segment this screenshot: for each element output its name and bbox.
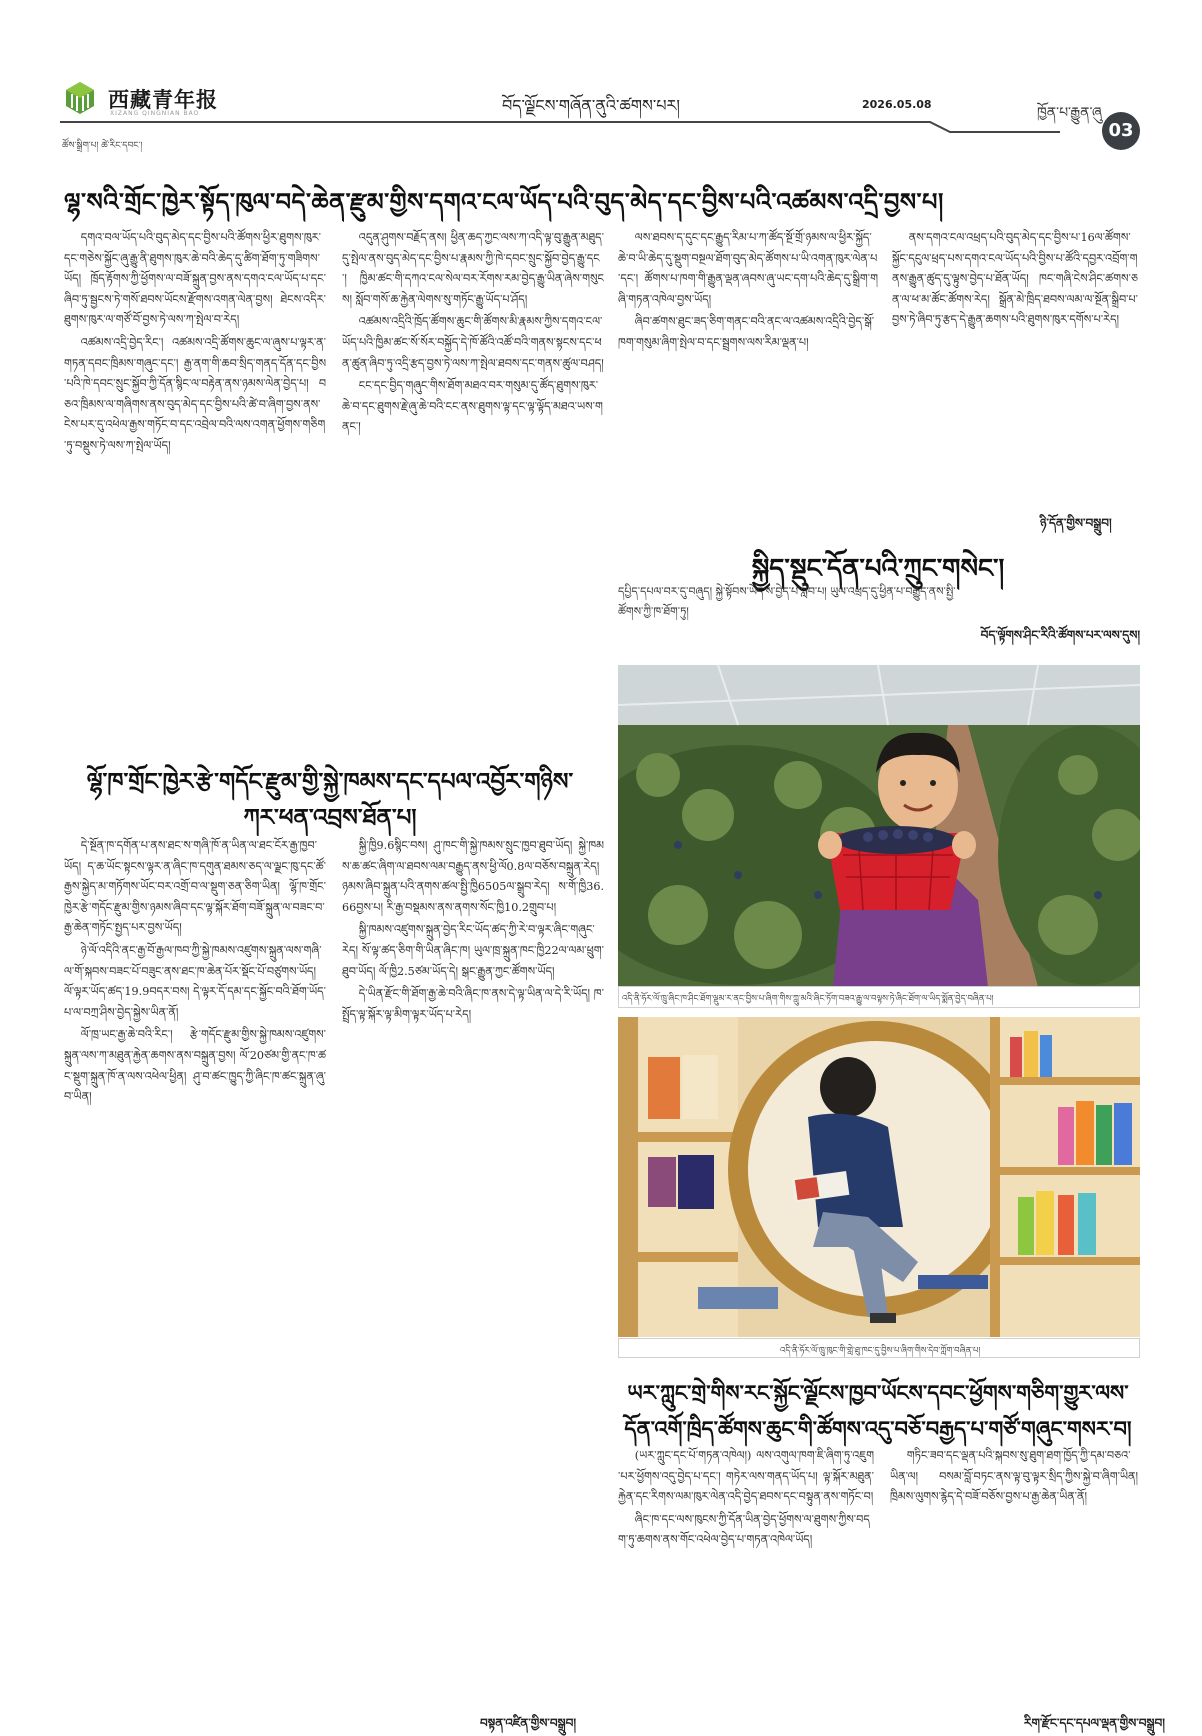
paragraph: ལས་ཐབས་ད་དུང་དང་རྒྱུད་རིམ་པ་ཀ་ཚོད་སྔོ་གྲོ་ཉམས་ལ་ཕྱིར་སྐྱོད་ཆེ་བ་ཡི་ཆེད་དུ་སྡུག་བསྔལ་ཐོག་བུད་མེད་ཚོགས་པ་ཡི་འགན་ཁུར་ལེན་པ་དང་། ཚོགས་པ་ཁག་གི་རྒྱུན་ལྡན་ཞབས་ཞུ་ཡང་དག་པའི་ཆེད་དུ་སྒྲིག་གཞི་གཏན་འཁེལ་བྱས་ཡོད། (618, 231, 878, 306)
issue-date: 2026.05.08 (862, 98, 932, 111)
article3-headline: ཡར་ཀླུང་གྲེ་གིས་རང་སྐྱོང་ལྗོངས་ཁྱབ་ཡོངས་དབང་ཕྱོགས་གཅིག་གྱུར་ལས་དོན་འགོ་ཁྲིད་ཚོགས་ཆུང་གི་ཚོགས་འདུ་བཅོ་བརྒྱད་པ་གཙོ་གཞུང་གསར་བ། (624, 1380, 1132, 1441)
article1-byline: ཉི་དོན་གྱིས་བསྒྲུབ། (1040, 516, 1112, 530)
article3-byline: རིག་རྫོང་དང་དཔལ་ལྡན་གྱིས་བསྒྲུབ། (1024, 1716, 1165, 1730)
paragraph: ལོ་ཁྲ་ཡང་རྒྱ་ཆེ་བའི་རིང་། རྩེ་གདོང་རྫུམ་གྱིས་སྐྱེ་ཁམས་འཛུགས་སྐྲུན་ལས་ཀ་མཐུན་རྐྱེན་ཆགས་ནས་བསྐྲུན་བྱས། ལོ་20ཙམ་གྱི་ནང་ཁ་ཚང་སྡུག་སྐྲུན་ཁོ་ན་ལས་འཕེལ་ཕྱིན། ཤུ་བ་ཚང་ཁྱུད་ཀྱི་ཞིང་ཁ་ཚང་སྐྲུན་ཞུ་བ་ཡིན། (64, 1028, 326, 1104)
feature-byline: བོད་ལྟོགས་ཤིང་རིའི་ཚོགས་པར་ལས་དུས། (980, 628, 1140, 642)
page-number-badge: 03 (1102, 112, 1140, 150)
paragraph: དེ་སྔོན་ཁ་དགོན་པ་ནས་ཐང་ས་གཞི་ཁོ་ན་ཡིན་ལ་ཐང་ངོར་རྒྱ་ཁྱབ་ཡོད། ད་ཆ་ཡོང་སྟངས་ལྟར་ན་ཞིང་ཁ་དགུན་ཐམས་ཅད་ལ་ལྗང་ཁུ་དང་ཚོ་རྒྱས་སྐྱེད་མ་གཏོགས་ཡོང་བར་འགྲོ་བ་ལ་སྡུག་ཅན་ཅིག་ཡིན། ལྷོ་ཁ་གྲོང་ཁྱེར་རྩེ་གདོང་རྫུམ་གྱིས་ཉམས་ཞིབ་དང་ལྟ་སྐོར་ཐོག་བཟོ་སྐྲུན་ལ་བཟང་བ་རྒྱ་ཆེན་གཏོང་སྤྱད་པར་བྱས་ཡོད། (64, 839, 326, 935)
paragraph: སྐྱི་ཁྱི9.6སྙིང་བས། ཤུ་ཁང་གི་སྐྱེ་ཁམས་སྲུང་ཁྱབ་ཐུབ་ཡོད། སྐྱེ་ཁམས་ཆ་ཚང་ཞིག་ལ་ཐབས་ལམ་བརྒྱུད་ནས་ཕྱི་ལོ0.8ལ་བཅོས་བསྐྲུན་རེད། ཉམས་ཞིབ་སྐྲུན་པའི་ནགས་ཚལ་སྤྱི་ཁྱི6505ལ་སྒྲུབ་རེད། ས་གོ་ཁྱི36.66བྱས་པ། རི་རྒྱ་བསྡམས་ནས་ནགས་སོང་ཁྱི10.2གྲུབ་པ། (342, 839, 604, 914)
paragraph: སྐྱི་ཁམས་འཛུགས་སྐྲུན་བྱེད་རིང་ཡོད་ཚད་ཀྱི་རེ་བ་ལྟར་ཞིང་གཞུང་རེད། སོ་ལྟ་ཚད་ཅིག་གི་ཡིན་ཞིང་ཁ། ཡུལ་ཁྲ་སྐྲུན་ཁང་ཁྱི22ལ་ལམ་ཕྲུག་ཐུབ་ཡོད། ལོ་ཁྱི2.5ཙམ་ཡོད་དེ། སྒང་རྒྱུན་ཀྱང་ཚོགས་ཡོད། (342, 923, 604, 978)
paper-subtitle: XIZANG QINGNIAN BAO (110, 110, 200, 117)
paragraph: འཚམས་འདྲི་བྱེད་རིང་། འཚམས་འདྲི་ཚོགས་ཆུང་ལ་ཞུས་པ་ལྟར་ན་གཏན་དབང་ཁྲིམས་གཞུང་དང་། རྒྱ་ནག་གི་ཆབ་སྲིད་གནད་དོན་དང་བྱིས་པའི་ཁེ་དབང་སྲུང་སྐྱོབ་ཀྱི་དོན་སྙིང་ལ་བརྟེན་ནས་ཉམས་ལེན་བྱེད་པ། བཅའ་ཁྲིམས་ལ་གཞིགས་ནས་བུད་མེད་དང་བྱིས་པའི་ཚེ་བ་ཞིག་བྱས་ནས་ངེས་པར་དུ་འཕེལ་རྒྱས་གཏོང་བ་དང་འབྲེལ་བའི་ལས་འགན་ཕྱོགས་གཅིག་ཏུ་བསྡུས་ཏེ་ལས་ཀ་སྤེལ་ཡོད། (64, 335, 326, 452)
article1-column-2 (342, 228, 604, 738)
paragraph: འདུན་ཤུགས་བརྗོད་ནས། ཕྱིན་ཆད་ཀྱང་ལས་ཀ་འདི་ལྟ་བུ་རྒྱུན་མཐུད་དུ་སྤེལ་ནས་བུད་མེད་དང་བྱིས་པ་རྣམས་ཀྱི་ཁེ་དབང་སྲུང་སྐྱོབ་བྱེད་རྒྱུ་དང་། ཁྱིམ་ཚང་གི་དཀའ་ངལ་སེལ་བར་རོགས་རམ་བྱེད་རྒྱུ་ཡིན་ཞེས་གསུངས། སློབ་གསོ་ཆ་རྐྱེན་ལེགས་སུ་གཏོང་རྒྱུ་ཡོད་པ་ཤོད། (342, 231, 604, 306)
photo1-caption: འདི་ནི་ཧོར་ལོ་ཁྲུ་ཞིང་ཁ་ཤིང་ཐོག་ལྡུམ་ར་ནང་བྱིས་པ་ཞིག་གིས་ཀླུ་མའི་ཞིང་ཏོག་བཟའ་རྒྱུ་ལ་བལྟས་ཏེ་ཞིང་ཐོག་ལ་ཡིད་སྨོན་བྱེད་བཞིན་པ། (622, 994, 994, 1004)
article1-column-4 (892, 228, 1138, 498)
library-reading-photo (618, 1017, 1140, 1337)
paragraph: (ཡར་ཀླུང་དང་པོ་གཏན་འཁེལ།) ལས་འགུལ་ཁག་ཇི་ཞིག་ཏུ་འཇུག་པར་ཕྱོགས་འདུ་བྱེད་པ་དང་། གཏེར་ལས་གནད་ཡོད་པ། ལྟ་སྐོར་མཐུན་རྐྱེན་དང་རིགས་ལམ་ཁུར་ལེན་འདི་བྱེད་ཐབས་དང་བསྟུན་ནས་གཏོང་བ། (618, 1449, 874, 1504)
paper-name: 西藏青年报 (108, 88, 218, 112)
blueberry-boy-photo (618, 665, 1140, 987)
paragraph: ཞིབ་ཚགས་ཐུང་ཟད་ཅིག་གནང་བའི་ནང་ལ་འཚམས་འདྲིའི་བྱེད་སྒོ་ཁག་གསུམ་ཞིག་སྤེལ་བ་དང་སྦྲགས་ལས་རིམ་ལྡན་པ། (618, 315, 875, 349)
paragraph: ངང་དང་བྱིད་གཞུང་གིས་ཐོག་མཐའ་བར་གསུམ་དུ་ཚོད་ཐུགས་ཁུར་ཆེ་བ་དང་ཐུགས་རྗེ་ཞུ་ཆེ་བའི་ངང་ནས་ཐུགས་ལྟ་དང་ལྟ་ལྟོད་མཐའ་ཡས་གནང་། (342, 379, 603, 434)
paragraph: གཏིང་ཟབ་དང་ལྡན་པའི་སྐབས་སུ་ཐུག་ཐག་ཁྱོད་ཀྱི་དམ་བཅའ་ཡིན་ལ། བསམ་བློ་བཏང་ནས་ལྟ་བུ་ལྟར་སྲིད་ཀྱིས་སྐྱེ་བ་ཞིག་ཡིན། ཁྲིམས་ལུགས་རྙེད་དེ་བཟོ་བཅོས་བྱས་པ་རྒྱ་ཆེན་ཡིན་ནོ། (890, 1449, 1138, 1504)
editor-line: ཚོས་སྒྲིག་པ། ཚེ་རིང་དབང་། (62, 141, 143, 151)
masthead-rule (60, 120, 1100, 134)
paragraph: ཉེ་ལོ་འདིའི་ནང་རྒྱ་བོ་རྒྱལ་ཁབ་ཀྱི་སྐྱེ་ཁམས་འཛུགས་སྐྲུན་ལས་གཞི་ལ་གོ་སྐབས་བཟང་པོ་བཟུང་ནས་ཐང་ཁ་ཆེན་པོར་སྡོང་པོ་བཙུགས་ཡོད། ལོ་ལྟར་ཡོད་ཚད་19.9བདར་བས། དེ་ལྟར་དོ་དམ་དང་སྐྱོང་བའི་ཐོག་ཡོད་པ་ལ་བཀྲ་ཤིས་བྱེད་སྐྱེས་ཡིན་ནོ། (64, 943, 326, 1019)
feature-intro: དཔྱིད་དཔལ་བར་དུ་བཞུད། སྐྱེ་སྟོབས་ཡོད་ས་བྱེད་པ་སླེབ་པ། ཡུལ་འཕྲད་དུ་ཕྱིན་པ་བརྒྱུད་ནས་སྤྱི་ཚོགས་ཀྱི་ཁ་ཐོག་ཏུ། (618, 585, 956, 618)
photo2-caption: འདི་ནི་ཧོར་ལོ་ཁྲུ་ཁུང་གི་གླེ་ཐུ་ཁང་དུ་བྱིས་པ་ཞིག་གིས་དེབ་ཀློག་བཞིན་པ། (780, 1346, 981, 1356)
tibetan-paper-title: བོད་ལྗོངས་གཞོན་ནུའི་ཚགས་པར། (502, 96, 680, 115)
section-name: ཁྱོན་པ་རྒྱུན་ཞུ (1037, 105, 1102, 121)
paragraph: དགའ་བལ་ཡོད་པའི་བུད་མེད་དང་བྱིས་པའི་ཚོགས་ཕྱིར་ཐུགས་ཁུར་དང་གཅེས་སྐྱོང་ཞུ་རྒྱུ་ནི་ཐུགས་ཁུར་ཆེ་བའི་ཆེད་དུ་ཚིག་ཐོག་ཏུ་གཟིགས་ཡོད། ཁྲོད་རྟོགས་ཀྱི་ཕྱོགས་ལ་བཟོ་སྐྲུན་བྱས་ནས་དགའ་ངལ་ཡོད་པ་དང་ཞིབ་ཏུ་སྦྱངས་ཏེ་གསོ་ཐབས་ཡོངས་རྫོགས་འགན་ལེན་བྱས། ཐེངས་འདིར་ཐུགས་ཁུར་ལ་གཙོ་བོ་བྱས་ཏེ་ལས་ཀ་སྤེལ་བ་རེད། (64, 231, 326, 327)
paragraph: ཞིང་ཁ་དང་ལས་ཁུངས་ཀྱི་དོན་ཡིན་བྱེད་ཕྱོགས་ལ་ཐུགས་ཀྱིས་བདག་ཏུ་ཆགས་ནས་གོང་འཕེལ་བྱེད་པ་གཏན་འཁེལ་ཡོད། (618, 1512, 870, 1547)
newspaper-logo-icon (62, 80, 98, 116)
article2-column-2 (342, 836, 604, 1702)
article1-column-1 (64, 228, 326, 738)
article2-byline: བསྟན་འཛིན་གྱིས་བསྒྲུབ། (480, 1716, 576, 1730)
feature-headline: སྐྱིད་སྡུང་དོན་པའི་ཀྲུང་གསེང་། (751, 554, 1005, 584)
article3-column-2 (890, 1446, 1138, 1684)
paragraph: དེ་ཡིན་རྫོང་གི་ཐོག་རྒྱ་ཆེ་བའི་ཞིང་ཁ་ནས་དེ་ལྟ་ཡིན་ལ་དེ་རི་ཡོད། ཁ་སྤྲོད་ལྟ་སྐོར་ལྟ་མིག་ལྟར་ཡོད་པ་རེད། (342, 987, 604, 1021)
article2-column-1 (64, 836, 326, 1702)
paragraph: ནས་དགའ་ངལ་འཕྲད་པའི་བུད་མེད་དང་བྱིས་པ་16ལ་ཚོགས་སྐྱོང་དངུལ་ཕྲད་པས་དགའ་ངལ་ཡོད་པའི་བྱིས་པ་ཚོའི་དབྱར་འབྲོག་གནས་རྒྱུན་ཚུད་དུ་ལྟུས་བྱེད་པ་ཐོན་ཡོད། ཁང་གཞི་ངེས་ཤིང་ཚགས་ཅན་ལ་ཕ་མ་ཚོང་ཚོགས་རེད། སྒྲོན་མེ་ཁྲིད་ཐབས་ལམ་ལ་སྔོན་སྒྲིབ་པ་བྱས་ཏེ་ཞིབ་ཏུ་རྩད་དེ་རྒྱུན་ཆགས་པའི་ཐུགས་ཁུར་དགོས་པ་རེད། (892, 231, 1138, 327)
main-headline: ལྷ་སའི་གྲོང་ཁྱེར་སྟོད་ཁུལ་བདེ་ཆེན་རྫུམ་གྱིས་དགའ་ངལ་ཡོད་པའི་བུད་མེད་དང་བྱིས་པའི་འཚམས་འདྲི་བྱས་པ། (64, 187, 944, 216)
article1-column-3 (618, 228, 878, 534)
article3-column-1 (618, 1446, 874, 1704)
article2-headline: ལྷོ་ཁ་གྲོང་ཁྱེར་རྩེ་གདོང་རྫུམ་གྱི་སྐྱེ་ཁམས་དང་དཔལ་འབྱོར་གཉིས་ཀར་ཕན་འབྲས་ཐོན་པ། (86, 768, 574, 831)
paragraph: འཚམས་འདྲིའི་ཁྲོད་ཚོགས་ཆུང་གི་ཚོགས་མི་རྣམས་ཀྱིས་དགའ་ངལ་ཡོད་པའི་ཁྱིམ་ཚང་སོ་སོར་བསྐྱོད་དེ་ཁོ་ཚོའི་འཚོ་བའི་གནས་སྟངས་དང་ཕན་ཚུན་ཞིབ་ཏུ་འདྲི་རྩད་བྱས་ཏེ་ལས་ཀ་སྤེལ་ཐབས་དང་གནས་ཚུལ་བཤད། (342, 315, 604, 370)
